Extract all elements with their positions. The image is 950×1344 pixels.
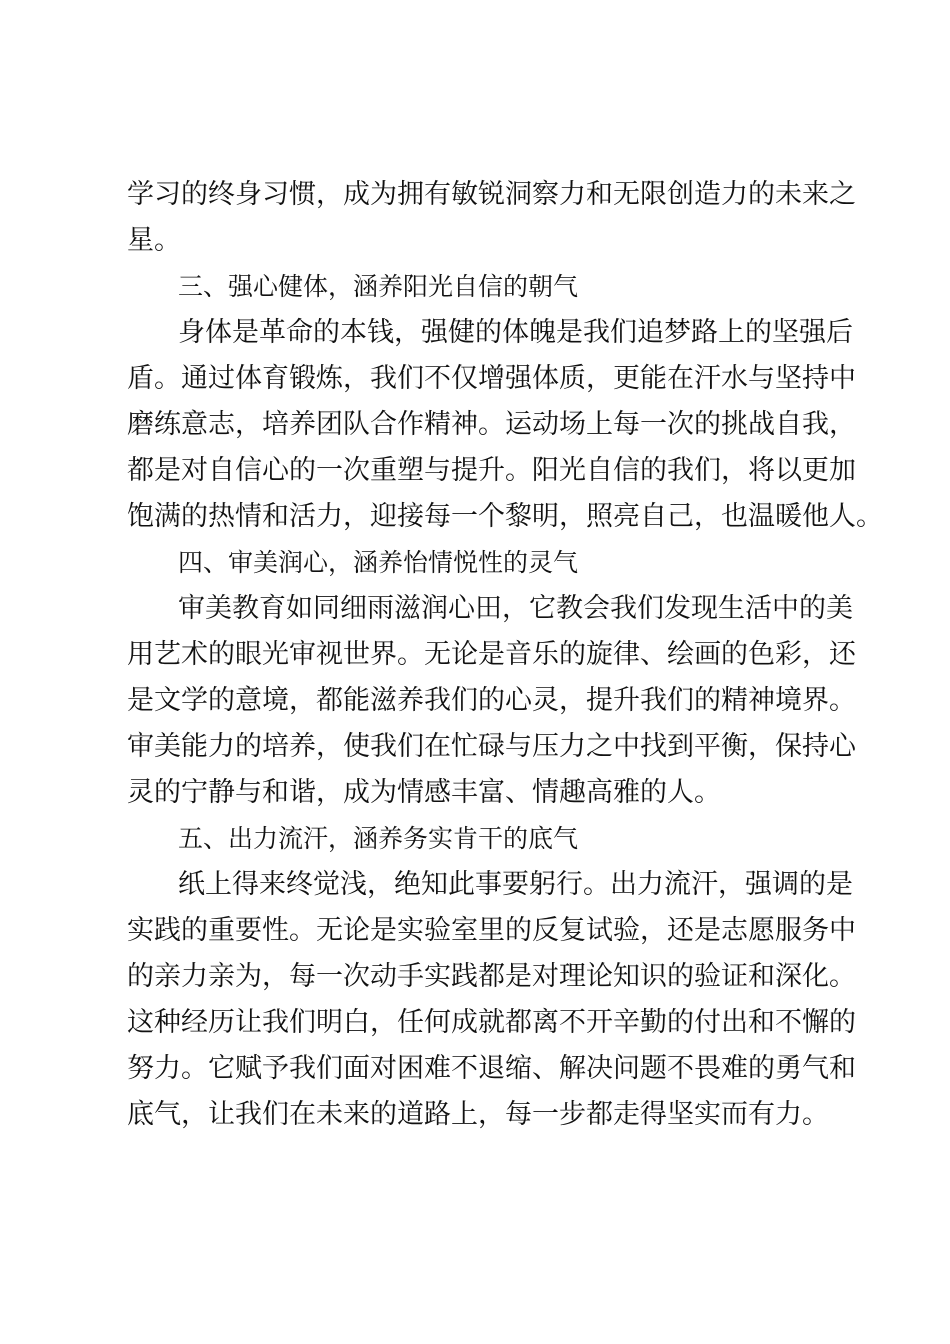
paragraph-line: 实践的重要性。无论是实验室里的反复试验，还是志愿服务中: [127, 915, 856, 946]
paragraph-line: 底气，让我们在未来的道路上，每一步都走得坚实而有力。: [127, 1099, 829, 1130]
paragraph-line: 纸上得来终觉浅，绝知此事要躬行。出力流汗，强调的是: [178, 869, 853, 900]
paragraph-line: 饱满的热情和活力，迎接每一个黎明，照亮自己，也温暖他人。: [127, 501, 883, 532]
paragraph-line: 灵的宁静与和谐，成为情感丰富、情趣高雅的人。: [127, 777, 721, 808]
paragraph-line: 身体是革命的本钱，强健的体魄是我们追梦路上的坚强后: [178, 317, 853, 348]
paragraph-line: 的亲力亲为，每一次动手实践都是对理论知识的验证和深化。: [127, 961, 856, 992]
paragraph-line: 审美能力的培养，使我们在忙碌与压力之中找到平衡，保持心: [127, 731, 856, 762]
paragraph-line: 用艺术的眼光审视世界。无论是音乐的旋律、绘画的色彩，还: [127, 639, 856, 670]
paragraph-line: 是文学的意境，都能滋养我们的心灵，提升我们的精神境界。: [127, 685, 856, 716]
paragraph-line: 努力。它赋予我们面对困难不退缩、解决问题不畏难的勇气和: [127, 1053, 856, 1084]
paragraph-line: 这种经历让我们明白，任何成就都离不开辛勤的付出和不懈的: [127, 1007, 856, 1038]
paragraph-line: 星。: [127, 225, 181, 256]
section-heading-5: 五、出力流汗，涵养务实肯干的底气: [178, 824, 579, 853]
section-heading-3: 三、强心健体，涵养阳光自信的朝气: [178, 272, 579, 301]
paragraph-line: 盾。通过体育锻炼，我们不仅增强体质，更能在汗水与坚持中: [127, 363, 856, 394]
paragraph-line: 学习的终身习惯，成为拥有敏锐洞察力和无限创造力的未来之: [127, 179, 856, 210]
section-heading-4: 四、审美润心，涵养怡情悦性的灵气: [178, 548, 579, 577]
paragraph-line: 审美教育如同细雨滋润心田，它教会我们发现生活中的美: [178, 593, 853, 624]
paragraph-line: 磨练意志，培养团队合作精神。运动场上每一次的挑战自我，: [127, 409, 856, 440]
paragraph-line: 都是对自信心的一次重塑与提升。阳光自信的我们，将以更加: [127, 455, 856, 486]
